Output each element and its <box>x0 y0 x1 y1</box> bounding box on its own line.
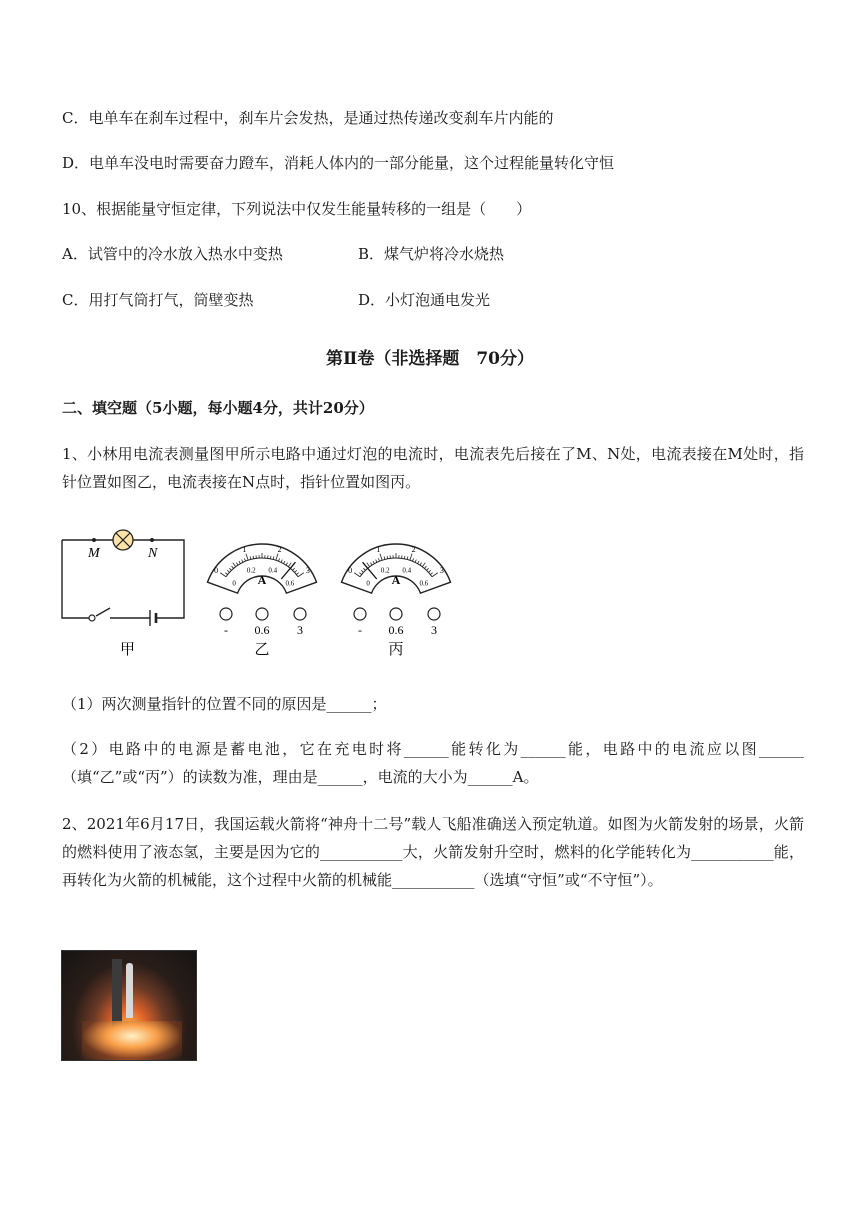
section2-heading: 二、填空题（5小题，每小题4分，共计20分） <box>62 399 374 417</box>
q10-option-d: D．小灯泡通电发光 <box>358 291 491 309</box>
point-m <box>92 538 96 542</box>
meter-scale-top-label: 1 <box>376 544 381 554</box>
meter-scale-bottom-label: 0.2 <box>380 566 390 575</box>
meter-terminal <box>428 608 440 620</box>
meter-scale-bottom-label: 0.2 <box>246 566 256 575</box>
meter-scale-bottom-label: 0.4 <box>402 566 412 575</box>
meter-scale-bottom-label: 0.6 <box>285 579 295 588</box>
meter-scale-bottom-label: 0.4 <box>268 566 278 575</box>
launch-tower <box>112 959 122 1029</box>
meter-scale-top-label: 0 <box>214 565 219 575</box>
meter-scale-bottom-label: 0 <box>366 579 370 588</box>
meter-unit-label: A <box>391 573 401 587</box>
meter-terminal <box>294 608 306 620</box>
caption-yi: 乙 <box>254 640 270 658</box>
meter-scale-top-label: 0 <box>348 565 353 575</box>
meter-terminal <box>354 608 366 620</box>
meter-scale-top-label: 3 <box>305 565 310 575</box>
circuit-wire-right <box>62 540 184 618</box>
meter-scale-top-label: 2 <box>411 544 416 554</box>
label-n: N <box>148 546 158 561</box>
meter-terminal-label: 3 <box>431 623 437 637</box>
q9-option-d: D．电单车没电时需要奋力蹬车，消耗人体内的一部分能量，这个过程能量转化守恒 <box>62 154 615 172</box>
meter-terminal <box>220 608 232 620</box>
caption-bing: 丙 <box>388 640 404 658</box>
meter-tick <box>387 556 388 559</box>
q10-stem: 10、根据能量守恒定律，下列说法中仅发生能量转移的一组是（ ） <box>62 200 532 218</box>
meter-unit-label: A <box>257 573 267 587</box>
caption-jia: 甲 <box>120 640 136 658</box>
meter-scale-bottom-label: 0.6 <box>419 579 429 588</box>
meter-scale-top-label: 2 <box>277 544 282 554</box>
part2-title: 第Ⅱ卷（非选择题 70分） <box>326 349 534 369</box>
meter-terminal <box>256 608 268 620</box>
fill2-stem: 2、2021年6月17日，我国运载火箭将“神舟十二号”载人飞船准确送入预定轨道。如图为火箭发射的场景，火箭的燃料使用了液态氢，主要是因为它的___________大，火箭发射升空时，燃料的化学能转化为___________能，再转化为火箭的机械能，这个过程中火箭的机械能___________（选填“守恒”或“不守恒”）。 <box>62 815 804 889</box>
meter-terminal-label: 0.6 <box>254 623 270 637</box>
switch-lever <box>96 608 110 616</box>
circuit-diagram <box>56 522 192 662</box>
rocket-launch-photo <box>61 950 197 1061</box>
q10-option-b: B．煤气炉将冷水烧热 <box>358 245 505 263</box>
label-m: M <box>88 546 100 561</box>
meter-tick <box>253 556 254 559</box>
meter-scale-top-label: 3 <box>439 565 444 575</box>
meter-terminal-label: 0.6 <box>388 623 404 637</box>
fill1-stem: 1、小林用电流表测量图甲所示电路中通过灯泡的电流时，电流表先后接在了M、N处，电流表接在M处时，指针位置如图乙，电流表接在N点时，指针位置如图丙。 <box>62 445 804 491</box>
ammeter-bing <box>330 524 462 664</box>
rocket-body <box>126 963 133 1018</box>
ammeter-yi <box>196 524 328 664</box>
switch-pivot <box>89 615 95 621</box>
meter-tick <box>404 556 405 559</box>
meter-terminal-label: 3 <box>297 623 303 637</box>
fill1-sub2: （2）电路中的电源是蓄电池，它在充电时将______能转化为______能，电路中的电流应以图______（填“乙”或“丙”）的读数为准，理由是______，电流的大小为______A。 <box>62 740 804 786</box>
launch-flame <box>82 1021 182 1059</box>
point-n <box>150 538 154 542</box>
meter-terminal <box>390 608 402 620</box>
meter-scale-top-label: 1 <box>242 544 247 554</box>
meter-terminal-label: - <box>224 623 228 637</box>
q10-option-c: C．用打气筒打气，筒壁变热 <box>62 291 254 309</box>
q9-option-c: C．电单车在刹车过程中，刹车片会发热，是通过热传递改变刹车片内能的 <box>62 109 554 127</box>
fill1-sub1: （1）两次测量指针的位置不同的原因是______； <box>62 695 387 713</box>
meter-scale-bottom-label: 0 <box>232 579 236 588</box>
meter-tick <box>270 556 271 559</box>
q10-option-a: A．试管中的冷水放入热水中变热 <box>62 245 283 263</box>
meter-terminal-label: - <box>358 623 362 637</box>
